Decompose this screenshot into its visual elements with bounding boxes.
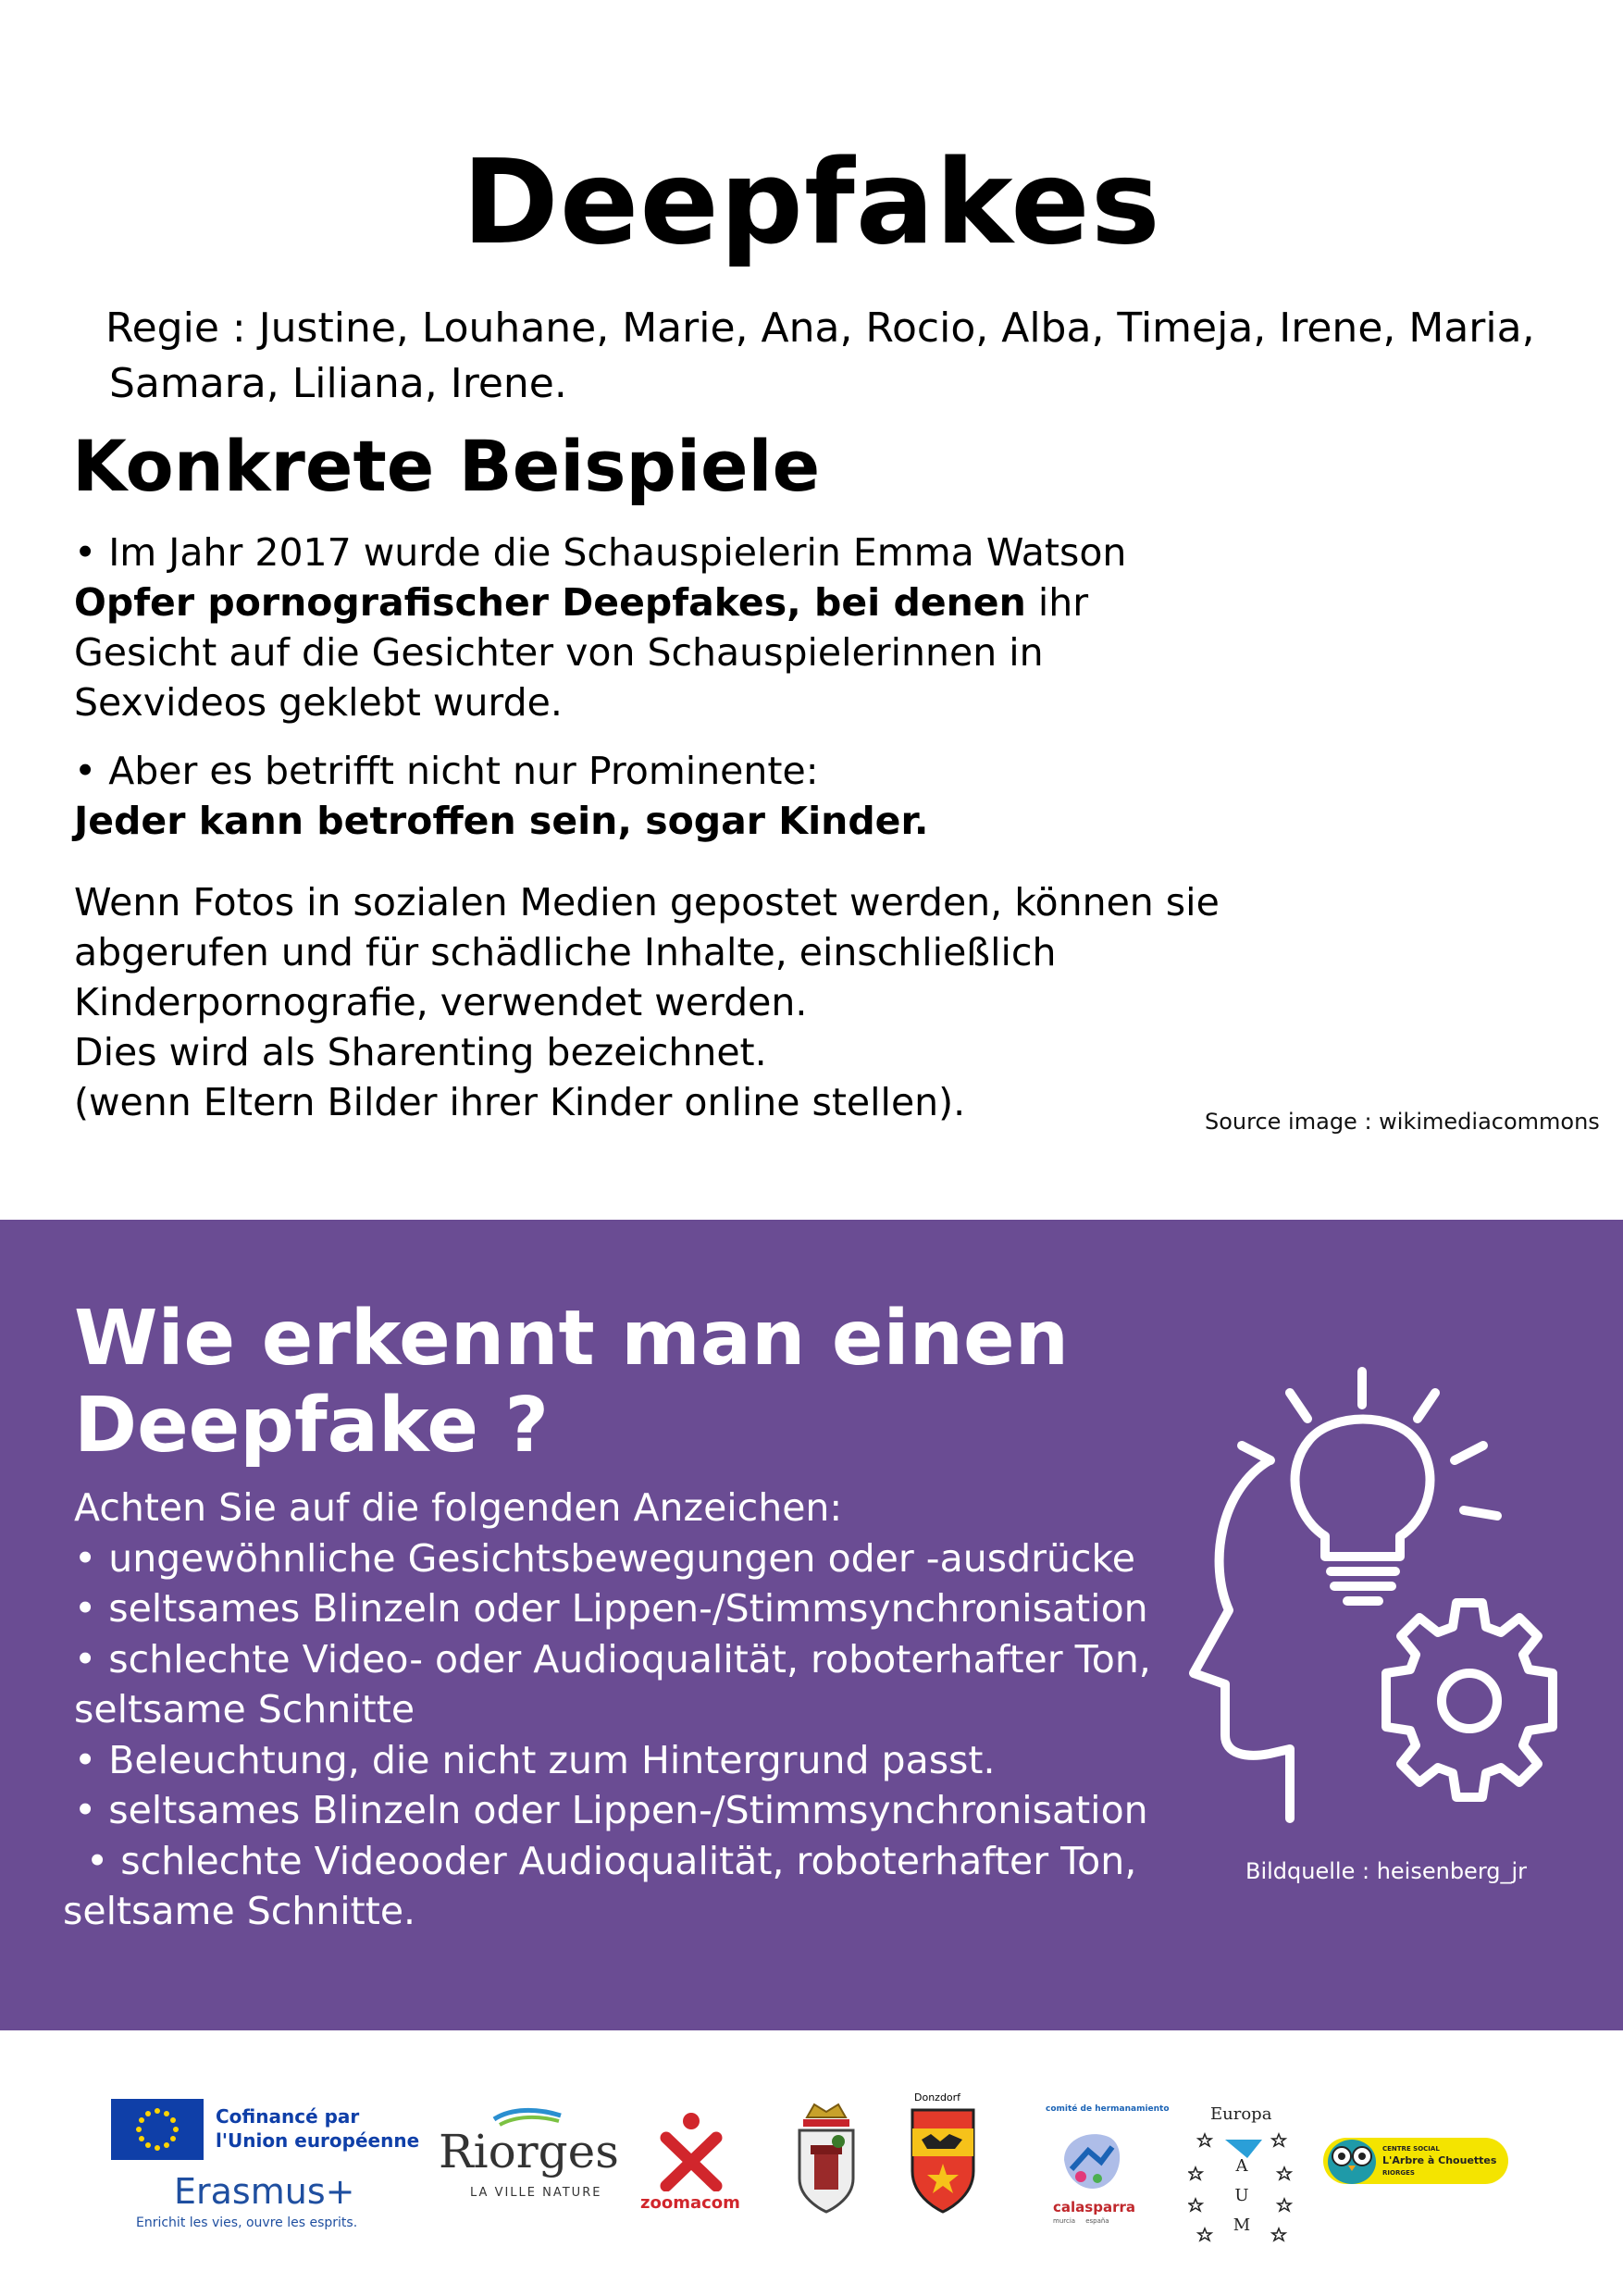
- calasparra-committee-label: comité de hermanamiento: [1046, 2104, 1170, 2114]
- partner-logos: [0, 2064, 1623, 2267]
- riorges-logo: Riorges: [439, 2125, 619, 2178]
- arbre-line-2: L'Arbre à Chouettes: [1382, 2154, 1497, 2166]
- eu-cofinance-text: [216, 2104, 419, 2153]
- text-span: ihr: [1025, 580, 1089, 625]
- signs-list: [63, 1483, 1184, 1937]
- text-line: (wenn Eltern Bilder ihrer Kinder online stellen).: [74, 1080, 966, 1124]
- head-lightbulb-gear-icon: [1175, 1360, 1573, 1823]
- credits-line-1: Regie : Justine, Louhane, Marie, Ana, Rocio, Alba, Timeja, Irene, Maria,: [105, 304, 1535, 352]
- donzdorf-shield-icon: [909, 2106, 977, 2215]
- owl-icon: [1319, 2127, 1384, 2191]
- heading-line: Wie erkennt man einen: [74, 1295, 1070, 1383]
- erasmus-tagline: Enrichit les vies, ouvre les esprits.: [136, 2215, 358, 2230]
- list-item: • schlechte Video- oder Audioqualität, roboterhafter Ton,: [74, 1636, 1151, 1682]
- text-line: l'Union européenne: [216, 2129, 420, 2152]
- text-line: • Im Jahr 2017 wurde die Schauspielerin Emma Watson: [74, 530, 1127, 575]
- bold-text: Opfer pornografischer Deepfakes, bei denen: [74, 580, 1026, 625]
- riorges-tagline: LA VILLE NATURE: [470, 2186, 602, 2200]
- detection-heading: [74, 1296, 1184, 1470]
- europa-logo-title: Europa: [1210, 2104, 1272, 2124]
- text-line: Dies wird als Sharenting bezeichnet.: [74, 1030, 767, 1074]
- europa-letter-a: A: [1235, 2156, 1248, 2176]
- list-item: • Beleuchtung, die nicht zum Hintergrund passt.: [74, 1737, 996, 1782]
- text-line: Kinderpornografie, verwendet werden.: [74, 980, 808, 1024]
- bold-text: Jeder kann betroffen sein, sogar Kinder.: [74, 799, 929, 843]
- eu-stars-icon: [111, 2099, 204, 2160]
- example-paragraph-3: [74, 877, 1221, 1127]
- text-line: [74, 577, 1221, 627]
- page-title: Deepfakes: [462, 134, 1161, 270]
- credits-line-2: Samara, Liliana, Irene.: [109, 360, 567, 407]
- credits: [105, 301, 1549, 412]
- eu-flag-logo: [111, 2099, 204, 2160]
- text-line: Cofinancé par: [216, 2105, 360, 2128]
- zoomacom-figure-icon: [659, 2110, 724, 2191]
- coat-of-arms-icon: [794, 2101, 859, 2215]
- text-line: • Aber es betrifft nicht nur Prominente:: [74, 749, 819, 793]
- calasparra-europe-map-icon: [1055, 2123, 1127, 2197]
- europa-letter-u: U: [1234, 2186, 1249, 2205]
- list-item: seltsame Schnitte.: [63, 1889, 416, 1933]
- text-line: Wenn Fotos in sozialen Medien gepostet werden, können sie: [74, 880, 1220, 925]
- zoomacom-logo: zoomacom: [640, 2193, 740, 2213]
- example-paragraph-1: [74, 527, 1221, 727]
- calasparra-logo: calasparra: [1053, 2199, 1135, 2215]
- donzdorf-label: Donzdorf: [914, 2091, 961, 2104]
- list-item: • schlechte Videooder Audioqualität, roboterhafter Ton,: [74, 1838, 1137, 1883]
- list-item: • seltsames Blinzeln oder Lippen-/Stimmsynchronisation: [74, 1788, 1148, 1832]
- text-line: [74, 796, 1221, 846]
- arbre-line-3: RIORGES: [1382, 2169, 1415, 2177]
- text-line: Sexvideos geklebt wurde.: [74, 680, 563, 725]
- list-item: • seltsames Blinzeln oder Lippen-/Stimmsynchronisation: [74, 1586, 1148, 1631]
- heading-line: Deepfake ?: [74, 1382, 550, 1470]
- text-line: Gesicht auf die Gesichter von Schauspielerinnen in: [74, 630, 1044, 675]
- list-item: • ungewöhnliche Gesichtsbewegungen oder -ausdrücke: [74, 1535, 1135, 1581]
- europa-letter-m: M: [1233, 2215, 1251, 2235]
- europa-stars-icon: [1188, 2127, 1299, 2245]
- icon-source-caption: Bildquelle : heisenberg_jr: [1245, 1858, 1528, 1884]
- image-source-caption: Source image : wikimediacommons: [1205, 1109, 1600, 1135]
- list-item: Achten Sie auf die folgenden Anzeichen:: [74, 1485, 843, 1530]
- text-line: abgerufen und für schädliche Inhalte, einschließlich: [74, 930, 1057, 974]
- examples-heading: Konkrete Beispiele: [72, 425, 821, 507]
- erasmus-logo: Erasmus+: [174, 2171, 355, 2212]
- arbre-line-1: CENTRE SOCIAL: [1382, 2145, 1440, 2153]
- list-item: seltsame Schnitte: [74, 1687, 415, 1731]
- example-paragraph-2: [74, 746, 1221, 846]
- calasparra-subtitle: murcia españa: [1053, 2217, 1109, 2225]
